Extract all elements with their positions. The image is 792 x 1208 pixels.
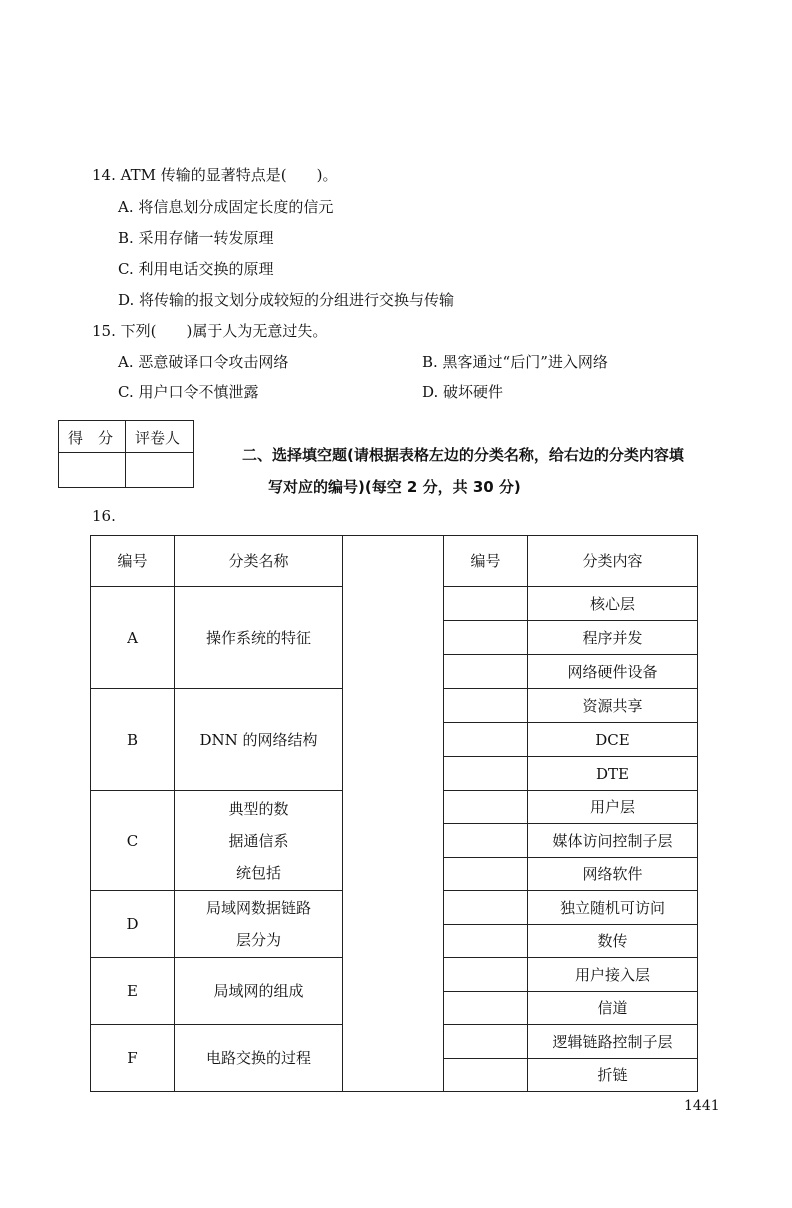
- answer-blank[interactable]: [444, 858, 528, 891]
- gap-column: [343, 536, 444, 1092]
- q14-option-d: D. 将传输的报文划分成较短的分组进行交换与传输: [118, 291, 455, 309]
- content-item: 用户接入层: [528, 958, 698, 992]
- score-label: 得 分: [68, 429, 114, 447]
- answer-blank[interactable]: [444, 723, 528, 757]
- category-name: 典型的数据通信系统包括: [175, 791, 343, 891]
- answer-blank[interactable]: [444, 757, 528, 791]
- q15-option-d: D. 破坏硬件: [422, 383, 504, 401]
- q14-stem: 14. ATM 传输的显著特点是( )。: [92, 166, 338, 184]
- answer-blank[interactable]: [444, 587, 528, 621]
- category-code: B: [91, 689, 175, 791]
- header-right-content: 分类内容: [528, 536, 698, 587]
- answer-blank[interactable]: [444, 992, 528, 1025]
- score-box: [58, 420, 194, 488]
- answer-blank[interactable]: [444, 824, 528, 858]
- q15-option-a: A. 恶意破译口令攻击网络: [118, 353, 289, 371]
- category-code: A: [91, 587, 175, 689]
- grader-label: 评卷人: [135, 429, 181, 447]
- section-2-title-line1: 二、选择填空题(请根据表格左边的分类名称，给右边的分类内容填: [242, 446, 684, 464]
- matching-table: [90, 535, 698, 1092]
- content-item: 独立随机可访问: [528, 891, 698, 925]
- content-item: 网络硬件设备: [528, 655, 698, 689]
- category-name: 电路交换的过程: [175, 1025, 343, 1092]
- category-name: DNN 的网络结构: [175, 689, 343, 791]
- category-name: 局域网的组成: [175, 958, 343, 1025]
- q15-stem: 15. 下列( )属于人为无意过失。: [92, 322, 328, 340]
- content-item: DTE: [528, 757, 698, 791]
- header-right-code: 编号: [444, 536, 528, 587]
- content-item: 网络软件: [528, 858, 698, 891]
- q15-option-b: B. 黑客通过“后门”进入网络: [422, 353, 608, 371]
- content-item: 媒体访问控制子层: [528, 824, 698, 858]
- content-item: 程序并发: [528, 621, 698, 655]
- content-item: 信道: [528, 992, 698, 1025]
- q15-option-c: C. 用户口令不慎泄露: [118, 383, 259, 401]
- q16-number: 16.: [92, 507, 116, 525]
- section-2-title-line2: 写对应的编号)(每空 2 分，共 30 分): [268, 478, 521, 496]
- content-item: 数传: [528, 925, 698, 958]
- content-item: 用户层: [528, 791, 698, 824]
- category-code: C: [91, 791, 175, 891]
- answer-blank[interactable]: [444, 925, 528, 958]
- header-left-code: 编号: [91, 536, 175, 587]
- category-code: D: [91, 891, 175, 958]
- answer-blank[interactable]: [444, 791, 528, 824]
- answer-blank[interactable]: [444, 655, 528, 689]
- category-name: 操作系统的特征: [175, 587, 343, 689]
- category-name: 局域网数据链路层分为: [175, 891, 343, 958]
- category-code: F: [91, 1025, 175, 1092]
- score-box-divider: [125, 421, 126, 487]
- content-item: 资源共享: [528, 689, 698, 723]
- content-item: 核心层: [528, 587, 698, 621]
- answer-blank[interactable]: [444, 621, 528, 655]
- content-item: DCE: [528, 723, 698, 757]
- q14-option-a: A. 将信息划分成固定长度的信元: [118, 198, 334, 216]
- category-code: E: [91, 958, 175, 1025]
- answer-blank[interactable]: [444, 1025, 528, 1059]
- answer-blank[interactable]: [444, 958, 528, 992]
- q14-option-c: C. 利用电话交换的原理: [118, 260, 274, 278]
- answer-blank[interactable]: [444, 1059, 528, 1092]
- q14-option-b: B. 采用存储一转发原理: [118, 229, 274, 247]
- answer-blank[interactable]: [444, 891, 528, 925]
- content-item: 逻辑链路控制子层: [528, 1025, 698, 1059]
- score-box-divider-horizontal: [59, 452, 193, 453]
- page-number: 1441: [684, 1098, 720, 1114]
- answer-blank[interactable]: [444, 689, 528, 723]
- content-item: 折链: [528, 1059, 698, 1092]
- header-left-name: 分类名称: [175, 536, 343, 587]
